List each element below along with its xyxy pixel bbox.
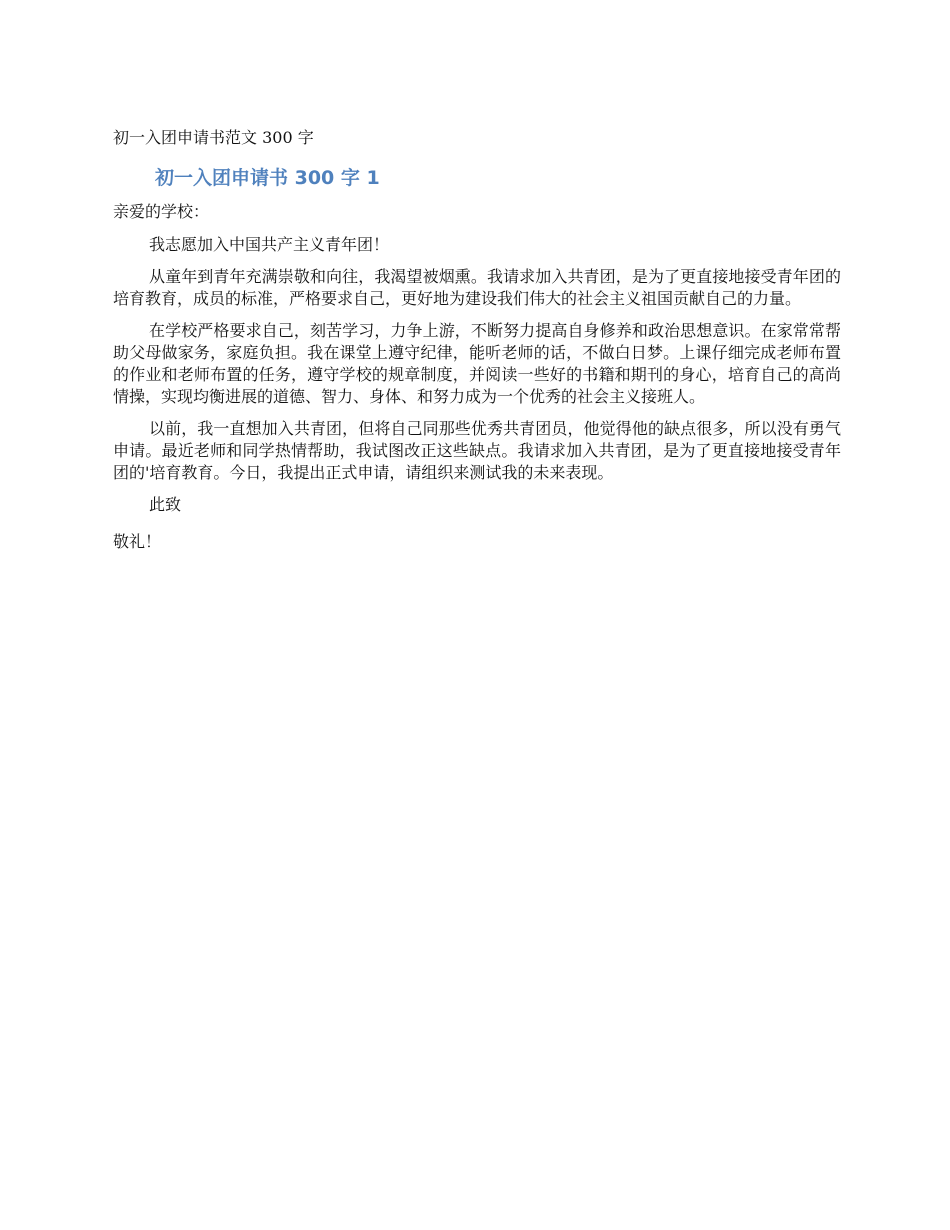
paragraph-pledge: 我志愿加入中国共产主义青年团！ (149, 235, 390, 254)
document-content (113, 126, 841, 554)
paragraph-motivation: 从童年到青年充满崇敬和向往，我渴望被烟熏。我请求加入共青团，是为了更直接地接受青年团的培育教育，成员的标准，严格要求自己，更好地为建设我们伟大的社会主义祖国贡献自己的力量。 (113, 267, 841, 308)
section-heading: 初一入团申请书 300 字 1 (155, 167, 380, 189)
document-title: 初一入团申请书范文 300 字 (113, 128, 314, 147)
salutation: 亲爱的学校： (113, 202, 210, 221)
paragraph-request: 以前，我一直想加入共青团，但将自己同那些优秀共青团员，他觉得他的缺点很多，所以没有勇气申请。最近老师和同学热情帮助，我试图改正这些缺点。我请求加入共青团，是为了更直接地接受青年团的'培育教育。今日，我提出正式申请，请组织来测试我的未来表现。 (113, 419, 841, 482)
paragraph-conduct: 在学校严格要求自己，刻苦学习，力争上游，不断努力提高自身修养和政治思想意识。在家常常帮助父母做家务，家庭负担。我在课堂上遵守纪律，能听老师的话，不做白日梦。上课仔细完成老师布置的作业和老师布置的任务，遵守学校的规章制度，并阅读一些好的书籍和期刊的身心，培育自己的高尚情操，实现均衡进展的道德、智力、身体、和努力成为一个优秀的社会主义接班人。 (113, 321, 841, 406)
closing-text: 此致 (149, 495, 182, 514)
regards-text: 敬礼！ (113, 532, 162, 551)
